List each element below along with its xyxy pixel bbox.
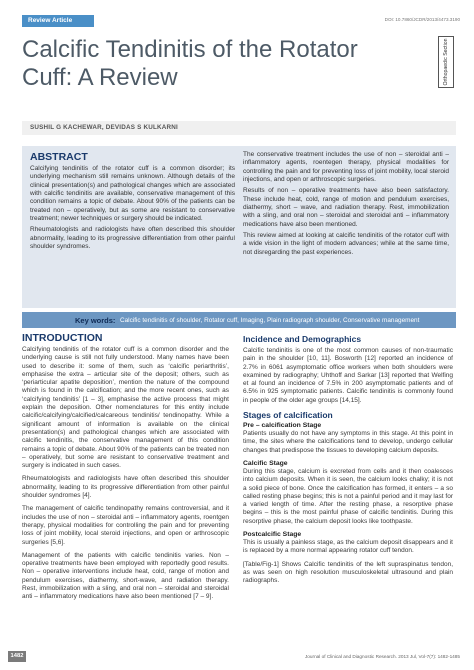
postcalcific-heading: Postcalcific Stage bbox=[243, 531, 302, 539]
abstract-heading: ABSTRACT bbox=[30, 151, 88, 163]
abstract-paragraph: Results of non – operative treatments have also been satisfactory. These include heat, cold, range of motion and pendulum exercises, diathermy, short – wave, and radiation therapy. Rest, immobilization with a sling, and oral non – steroidal and steroidal anti – inflammatory medications have also been mentioned. bbox=[243, 187, 449, 228]
pre-calcification-heading: Pre – calcification Stage bbox=[243, 422, 322, 430]
intro-paragraph: Rheumatologists and radiologists have often described this shoulder abnormality, leading to its progressive differentiation from other painful shoulder syndromes [4]. bbox=[22, 475, 229, 500]
incidence-heading: Incidence and Demographics bbox=[243, 334, 362, 344]
page-number: 1482 bbox=[8, 651, 26, 662]
right-column bbox=[243, 334, 453, 586]
postcalcific-paragraph: This is usually a painless stage, as the calcium deposit disappears and it is replaced by a more normal appearing rotator cuff tendon. bbox=[243, 539, 453, 555]
intro-paragraph: Management of the patients with calcific tendinitis varies. Non – operative treatments have been employed with reportedly good results. Non – operative interventions include heat, cold, range of motion and pendulum exercises, diathermy, short-wave, and radiation therapy. Rest, immobilization with a sling, and oral non – steroidal and steroidal anti – inflammatory medications have also been mentioned [7 – 9]. bbox=[22, 551, 229, 601]
figure-reference: [Table/Fig-1] Shows Calcific tendinitis of the left supraspinatus tendon, as was seen on high resolution musculoskeletal ultrasound and plain radiographs. bbox=[243, 560, 453, 585]
abstract-left-column bbox=[30, 165, 235, 251]
article-type-tag: Review Article bbox=[22, 15, 94, 27]
abstract-right-column bbox=[243, 151, 449, 257]
abstract-paragraph: Rheumatologists and radiologists have often described this shoulder abnormality, leading to its progressive differentiation from other painful shoulder syndromes. bbox=[30, 226, 235, 251]
pre-calcification-paragraph: Patients usually do not have any symptoms in this stage. At this point in time, the sites where the calcifications tend to develop, undergo cellular changes that predispose the tissues to developing calcium deposits. bbox=[243, 430, 453, 454]
doi-text[interactable]: DOI: 10.7860/JCDR/2013/4473.3190 bbox=[384, 17, 460, 22]
section-label: Orthopaedic Section bbox=[443, 38, 449, 86]
article-title: Calcific Tendinitis of the Rotator Cuff: A Review bbox=[22, 36, 358, 91]
abstract-paragraph: Calcifying tendinitis of the rotator cuff is a common disorder; its underlying mechanism still remains unknown. Although details of the clinical presentation(s) and pathological changes which are associated with calcific tendinitis are available, conservative management of this condition remains a topic of debate. About 90% of the patients can be treated non – operatively, but as some are resistant to conservative treatment; newer techniques or surgery should be indicated. bbox=[30, 165, 235, 223]
journal-footer: Journal of Clinical and Diagnostic Research. 2013 Jul, Vol-7(7): 1482-1485 bbox=[304, 654, 460, 659]
intro-paragraph: The management of calcific tendinopathy remains controversial, and it includes the use of non – steroidal anti – inflammatory agents, roentgen therapy, physical modalities for controlling the pain and for preventing loss of joint mobility, local steroid injections, and open or arthroscopic surgeries [5,6]. bbox=[22, 505, 229, 546]
section-tab bbox=[438, 36, 454, 88]
introduction-heading: INTRODUCTION bbox=[22, 332, 103, 344]
calcific-stage-heading: Calcific Stage bbox=[243, 459, 288, 467]
calcific-stage-paragraph: During this stage, calcium is excreted from cells and it then coalesces into calcium deposits. When it is seen, the calcium looks chalky; it is not a solid piece of bone. Once the calcification has formed, it enters – a so called resting phase begins; this is not a painful period and it may last for a varied length of time. After the resting phase, a resorptive phase begins – this is the most painful phase of calcific tendinitis. During this resorptive phase, the calcium deposit looks like toothpaste. bbox=[243, 467, 453, 525]
abstract-paragraph: This review aimed at looking at calcific tendinitis of the rotator cuff with a wide vision in the light of modern advances; while at the same time, not disregarding the past experiences. bbox=[243, 232, 449, 256]
intro-paragraph: Calcifying tendinitis of the rotator cuff is a common disorder and the underlying cause is still not fully understood. Many names have been used to describe it: some of them, such as ‘calcific periarthritis’, emphasise the extra – articular site of the deposit; others, such as ‘periarticular apatite deposition’, mention the nature of the compound which is found in the calcification; and the more recent ones, such as ‘calcifying tendinitis’ [1 – 3], emphasise the active process that might explain the deposition. Other nomenclatures for this entity include calcific/calcifying/calcified/calcareous tendinitis/ tendinopathy. While a significant amount of information is available on the clinical presentation(s) and pathological changes which are associated with calcific tendinitis, the conservative management of this condition remains a topic of debate. About 90% of the patients can be treated non – operatively, but some are resistant to conservative treatment and surgery is indicated in such cases. bbox=[22, 346, 229, 470]
incidence-paragraph: Calcific tendinitis is one of the most common causes of non-traumatic pain in the shoulder [10, 11]. Bosworth [12] reported an incidence of 2.7% in 6061 asymptomatic office workers when both shoulders were examined by radiography; Uhthoff and Sarkar [13] reported that Welfing et al found an incidence of 7.5% in 200 asymptomatic patients and of 6.5% in 925 symptomatic patients. Calcific tendinitis is commonly found in people of the older age groups [14,15]. bbox=[243, 347, 453, 404]
keywords-label: Key words: bbox=[75, 316, 116, 325]
introduction-column bbox=[22, 346, 229, 602]
stages-heading: Stages of calcification bbox=[243, 410, 333, 421]
authors: SUSHIL G KACHEWAR, DEVIDAS S KULKARNI bbox=[30, 124, 178, 131]
abstract-paragraph: The conservative treatment includes the use of non – steroidal anti – inflammatory agents, roentegen therapy, physical modalities for controlling the pain and for preventing loss of joint mobility, local steroid injections, and open or arthroscopic surgeries. bbox=[243, 151, 449, 184]
keywords-text: Calcific tendinitis of shoulder, Rotator cuff, Imaging, Plain radiograph shoulder, Conservative management bbox=[120, 317, 420, 324]
